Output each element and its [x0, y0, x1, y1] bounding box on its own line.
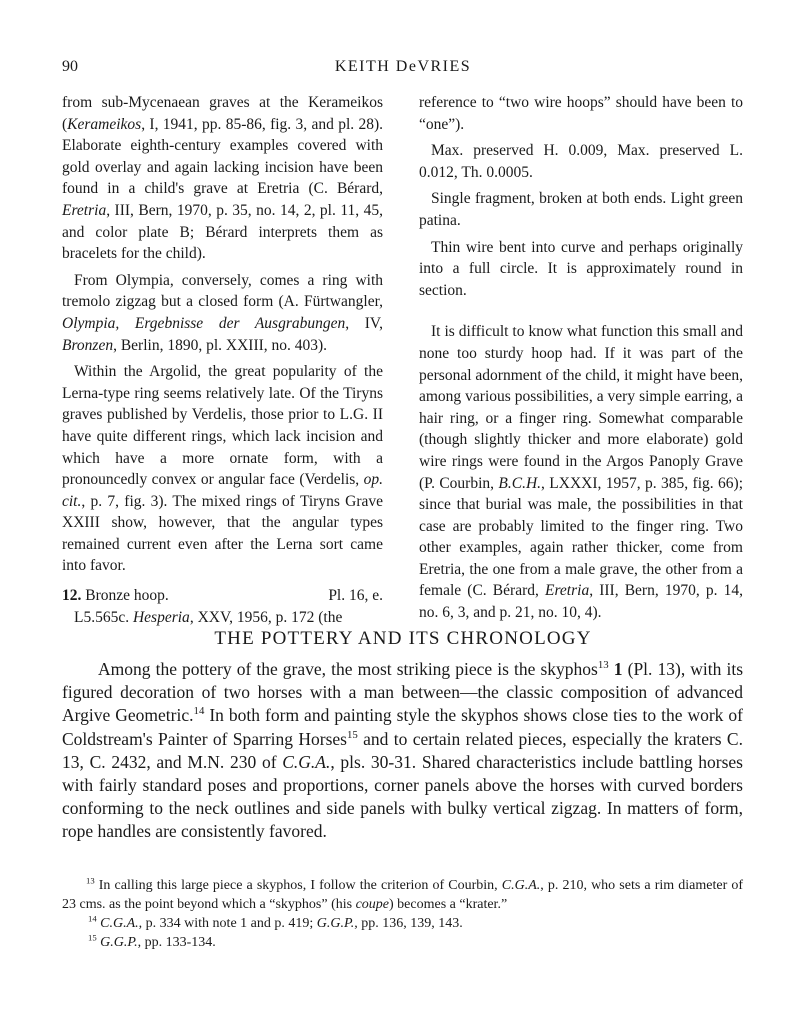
text-run: From Olympia, conversely, comes a ring with tremolo zigzag but a closed form (A. Fürtwangler, [62, 271, 383, 311]
italic-citation: B.C.H. [498, 474, 542, 492]
italic-citation: Bronzen [62, 336, 114, 354]
plate-reference: Pl. 16, e. [328, 587, 383, 605]
right-paragraph-4: Thin wire bent into curve and perhaps originally into a full circle. It is approximately round in section. [419, 238, 743, 299]
footnote-marker: 13 [597, 659, 609, 672]
running-title: KEITH DeVRIES [334, 58, 472, 75]
footnote-14 [62, 914, 743, 933]
text-run: , XXV, 1956, p. 172 (the [189, 608, 343, 626]
footnote-number: 14 [88, 913, 97, 924]
text-run: from sub-Mycenaean graves at the Kerameikos ( [62, 94, 383, 133]
text-run: , III, Bern, 1970, p. 14, no. 6, 3, and p. 21, no. 10, 4). [419, 582, 743, 622]
text-run: , p. 7, fig. 3). The mixed rings of Tiryns Grave XXIII show, however, that the angular types remained current even after the Lerna sort came into favor. [62, 492, 383, 575]
footnotes [62, 876, 743, 952]
left-paragraph-4 [62, 607, 383, 629]
right-paragraph-3: Single fragment, broken at both ends. Light green patina. [419, 190, 743, 229]
page-number: 90 [62, 58, 78, 75]
italic-citation: coupe [355, 897, 389, 912]
italic-citation: C.G.A. [100, 916, 139, 931]
text-run: , p. 334 with note 1 and p. 419; [138, 916, 317, 931]
section-body [62, 658, 743, 844]
text-run: , pls. 30-31. Shared characteristics include battling horses with fairly standard poses and proportions, corner panels above the horses with curved borders conforming to the neck outlines and side panels with bulky vertical zigzag. In matters of form, rope handles are consistently favored. [62, 751, 743, 842]
catalogue-number: 1 [613, 659, 623, 679]
footnote-15 [62, 933, 743, 952]
italic-citation: Hesperia [132, 608, 190, 626]
left-paragraph-2 [62, 270, 383, 356]
text-run: L5.565c. [74, 608, 133, 626]
italic-citation: G.G.P. [316, 916, 355, 931]
footnote-marker: 14 [193, 705, 205, 718]
left-column [62, 92, 383, 633]
right-paragraph-1: reference to “two wire hoops” should have been to “one”). [419, 94, 743, 133]
italic-citation: Eretria [62, 201, 107, 219]
left-paragraph-3 [62, 361, 383, 577]
catalogue-title: Bronze hoop. [85, 587, 169, 605]
italic-citation: op. cit. [62, 471, 383, 510]
left-paragraph-1 [62, 92, 383, 265]
text-run: , I, 1941, pp. 85-86, fig. 3, and pl. 28). Elaborate eighth-century examples covered with gold overlay and again lacking incision have been found in a child's grave at Eretria (C. Bérard, [62, 115, 383, 198]
catalogue-entry-title [62, 585, 169, 607]
text-run: , Berlin, 1890, pl. XXIII, no. 403). [113, 336, 328, 354]
text-run: (Pl. 13), with its figured decoration of two horses with a man between—the classic composition of advanced Argive Geometric. [62, 659, 744, 726]
text-run: It is difficult to know what function this small and none too sturdy hoop had. If it was part of the personal adornment of the child, it might have been, among various possibilities, a very simple earring, a hair ring, or a finger ring. Somewhat comparable (though slightly thicker and more elaborate) gold wire rings were found in the Argos Panoply Grave (P. Courbin, [419, 323, 743, 492]
right-paragraph-5 [419, 321, 743, 623]
footnote-number: 13 [86, 875, 95, 886]
section-paragraph [62, 658, 743, 844]
italic-citation: Olympia, Ergebnisse der Ausgrabungen [62, 314, 346, 332]
text-run: , LXXXI, 1957, p. 385, fig. 66); since that burial was male, the possibilities in that case are probably limited to the finger ring. Two other examples, again rather thicker, come from Eretria, the one from a male grave, the other from a female (C. Bérard, [419, 474, 743, 600]
text-run: In both form and painting style the skyphos shows close ties to the work of Coldstream's Painter of Sparring Horses [62, 705, 743, 749]
italic-citation: G.G.P. [100, 935, 138, 950]
italic-citation: C.G.A. [501, 878, 541, 893]
catalogue-number: 12. [62, 587, 82, 605]
text-run: , IV, [345, 314, 384, 332]
text-run: , p. 210, who sets a rim diameter of 23 cms. as the point beyond which a “skyphos” (his [62, 878, 743, 912]
footnote-marker: 15 [346, 728, 358, 741]
italic-citation: Eretria [545, 582, 590, 600]
right-paragraph-2: Max. preserved H. 0.009, Max. preserved L. 0.012, Th. 0.0005. [419, 142, 743, 181]
footnote-number: 15 [88, 932, 97, 943]
text-run: Within the Argolid, the great popularity of the Lerna-type ring seems relatively late. Of the Tiryns graves published by Verdelis, those prior to L.G. II have quite different rings, which lack incision and which have a more ornate form, with a pronouncedly convex or angular face (Verdelis, [62, 363, 383, 489]
section-title: THE POTTERY AND ITS CHRONOLOGY [214, 628, 592, 649]
italic-citation: Kerameikos [67, 115, 142, 133]
text-run: In calling this large piece a skyphos, I follow the criterion of Courbin, [94, 878, 502, 893]
italic-citation: C.G.A. [282, 751, 331, 772]
text-run: , pp. 136, 139, 143. [354, 916, 463, 931]
footnote-13 [62, 876, 743, 914]
text-run: and to certain related pieces, especially the kraters C. 13, C. 2432, and M.N. 230 of [62, 728, 743, 772]
catalogue-entry-heading [62, 585, 383, 607]
right-column [419, 92, 743, 629]
text-run: , III, Bern, 1970, p. 35, no. 14, 2, pl. 11, 45, and color plate B; Bérard interprets them as bracelets for the child). [62, 201, 383, 263]
text-run: Among the pottery of the grave, the most striking piece is the skyphos [98, 659, 598, 679]
text-run: ) becomes a “krater.” [389, 897, 508, 912]
text-run: , pp. 133-134. [137, 935, 216, 950]
